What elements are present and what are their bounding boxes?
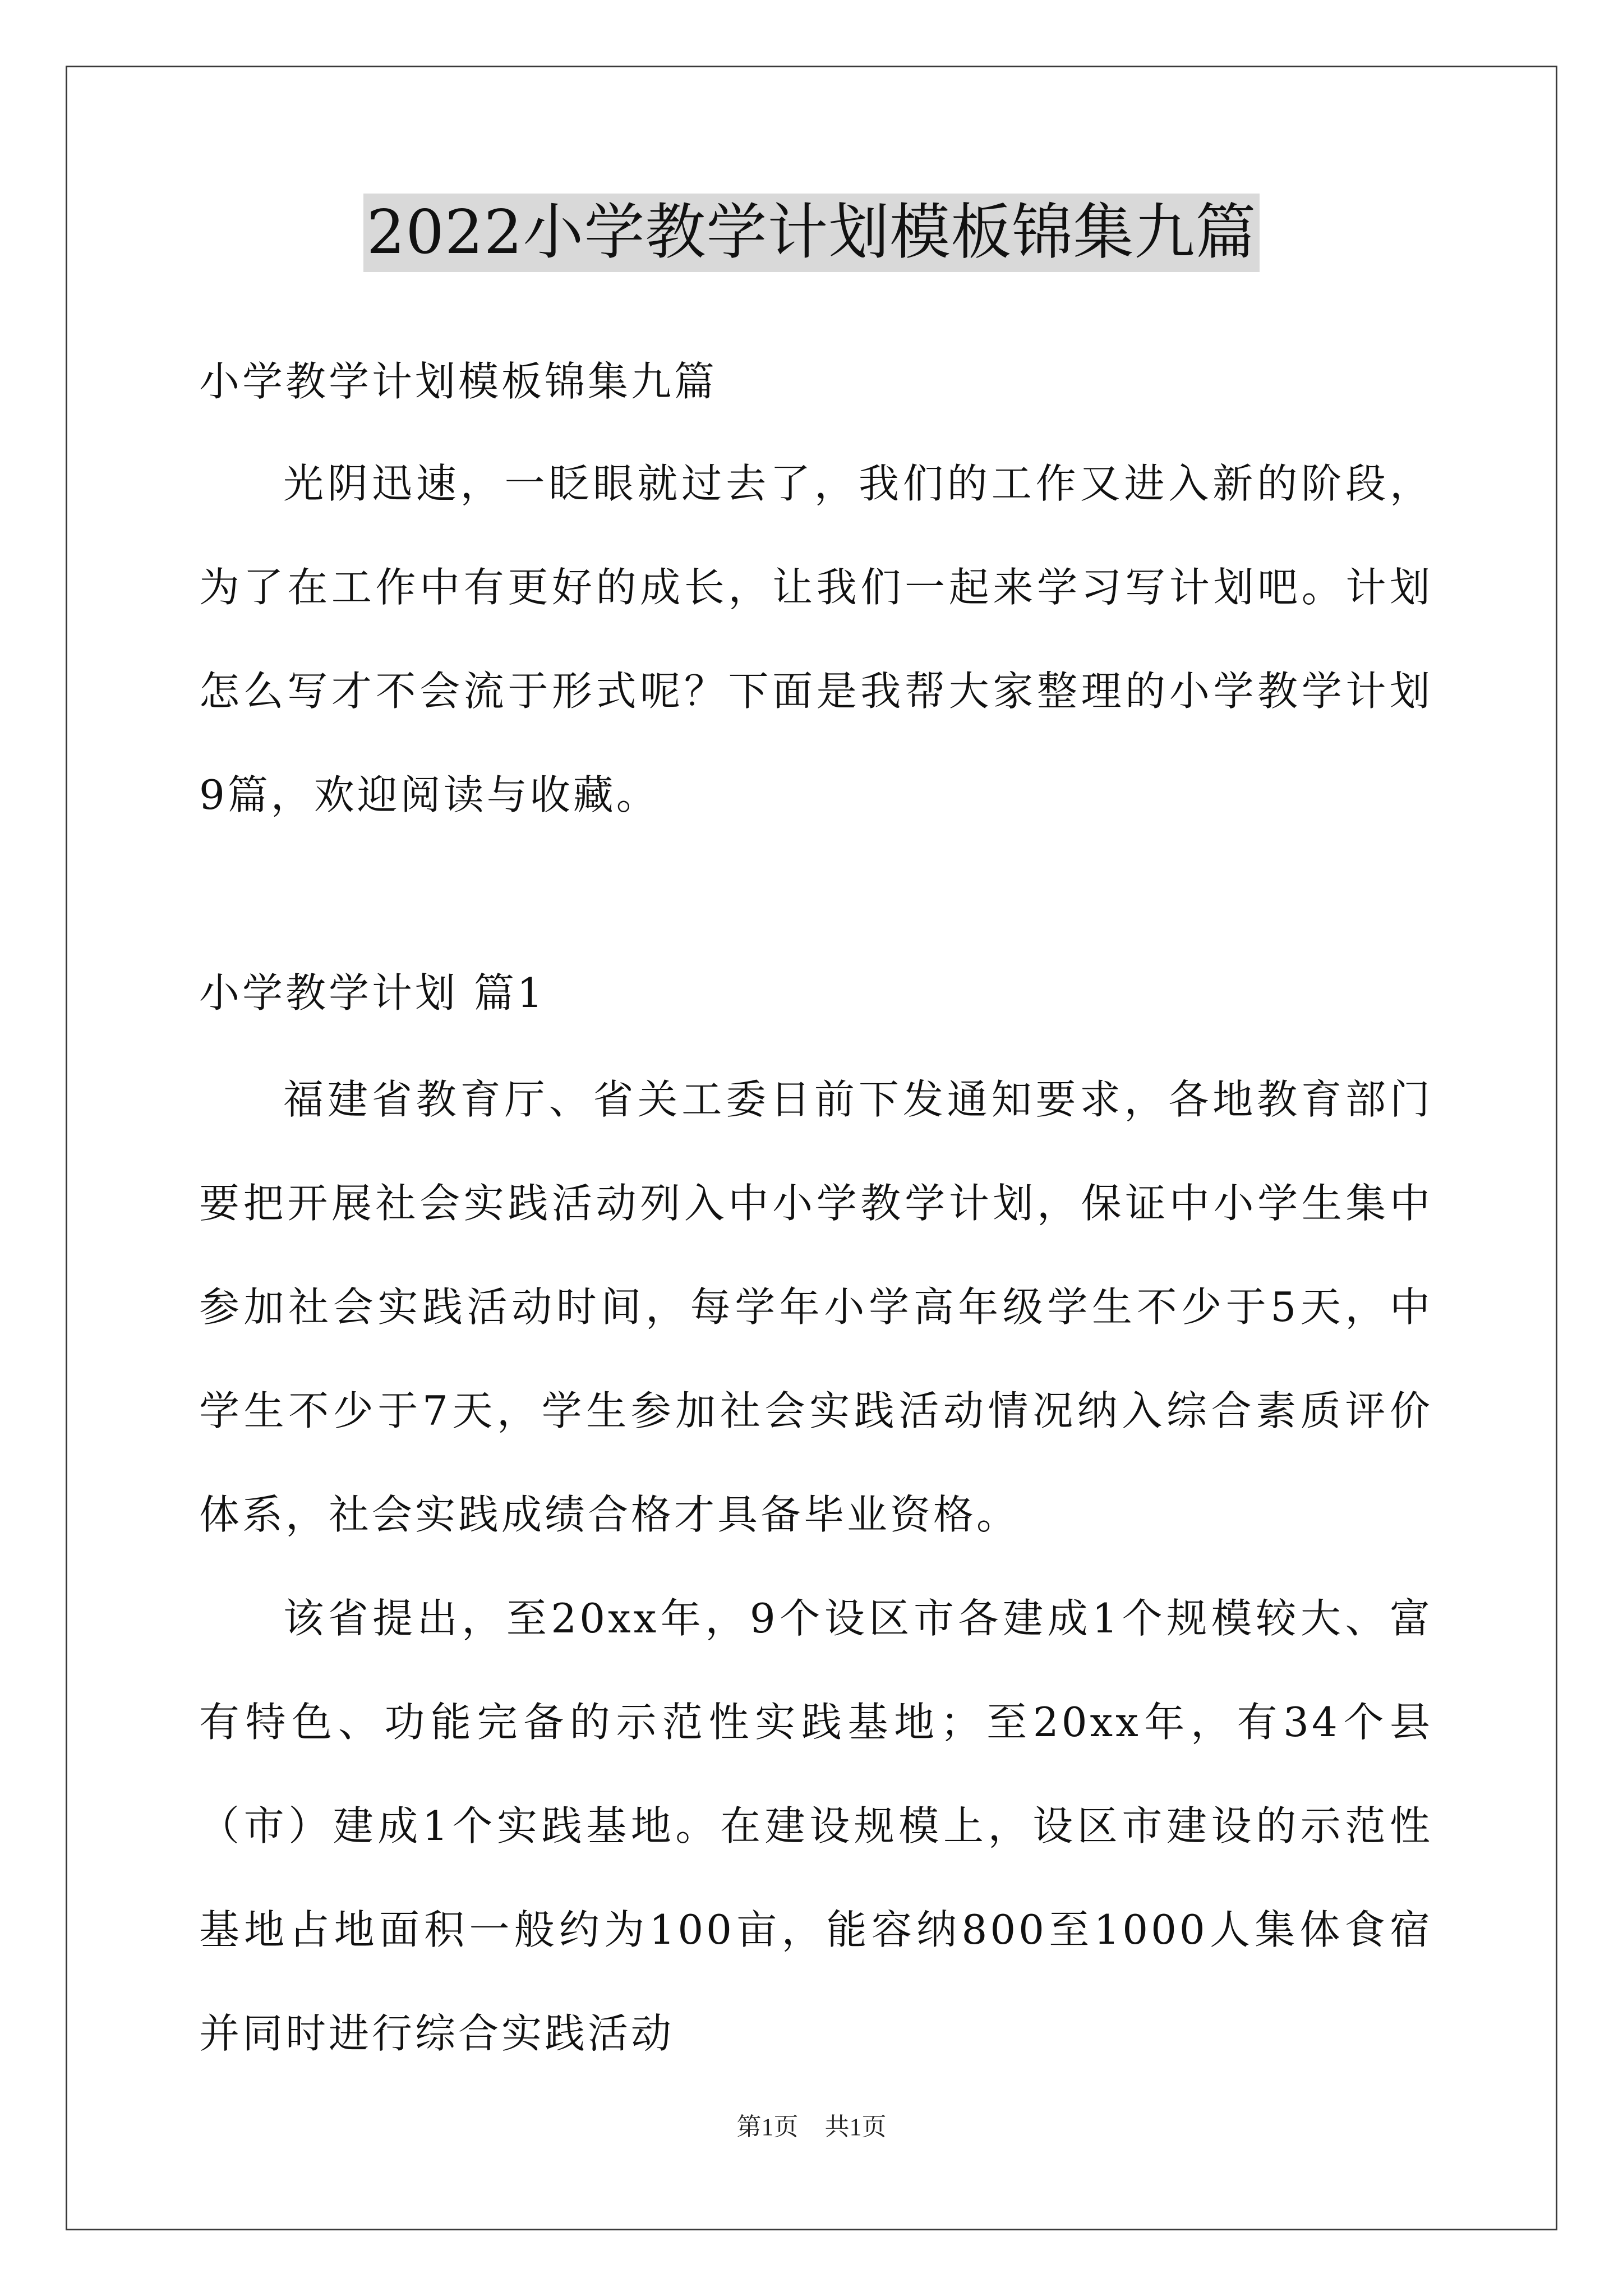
document-body	[199, 337, 1433, 2086]
section-heading: 小学教学计划 篇1	[199, 969, 546, 1016]
page-number-total: 共1页	[824, 2113, 887, 2141]
intro-paragraph: 光阴迅速，一眨眼就过去了，我们的工作又进入新的阶段，为了在工作中有更好的成长，让我们一起来学习写计划吧。计划怎么写才不会流于形式呢？下面是我帮大家整理的小学教学计划9篇，欢迎阅读与收藏。	[199, 460, 1433, 818]
page-footer	[0, 2106, 1623, 2142]
page-number-current: 第1页	[736, 2113, 799, 2141]
document-title-text: 2022小学教学计划模板锦集九篇	[363, 194, 1260, 272]
document-subtitle: 小学教学计划模板锦集九篇	[199, 358, 718, 405]
body-paragraph: 该省提出，至20xx年，9个设区市各建成1个规模较大、富有特色、功能完备的示范性实践基地；至20xx年，有34个县（市）建成1个实践基地。在建设规模上，设区市建设的示范性基地占地面积一般约为100亩，能容纳800至1000人集体食宿并同时进行综合实践活动	[199, 1595, 1433, 2057]
document-title	[0, 194, 1623, 272]
body-paragraph: 福建省教育厅、省关工委日前下发通知要求，各地教育部门要把开展社会实践活动列入中小学教学计划，保证中小学生集中参加社会实践活动时间，每学年小学高年级学生不少于5天，中学生不少于7天，学生参加社会实践活动情况纳入综合素质评价体系，社会实践成绩合格才具备毕业资格。	[199, 1076, 1433, 1538]
